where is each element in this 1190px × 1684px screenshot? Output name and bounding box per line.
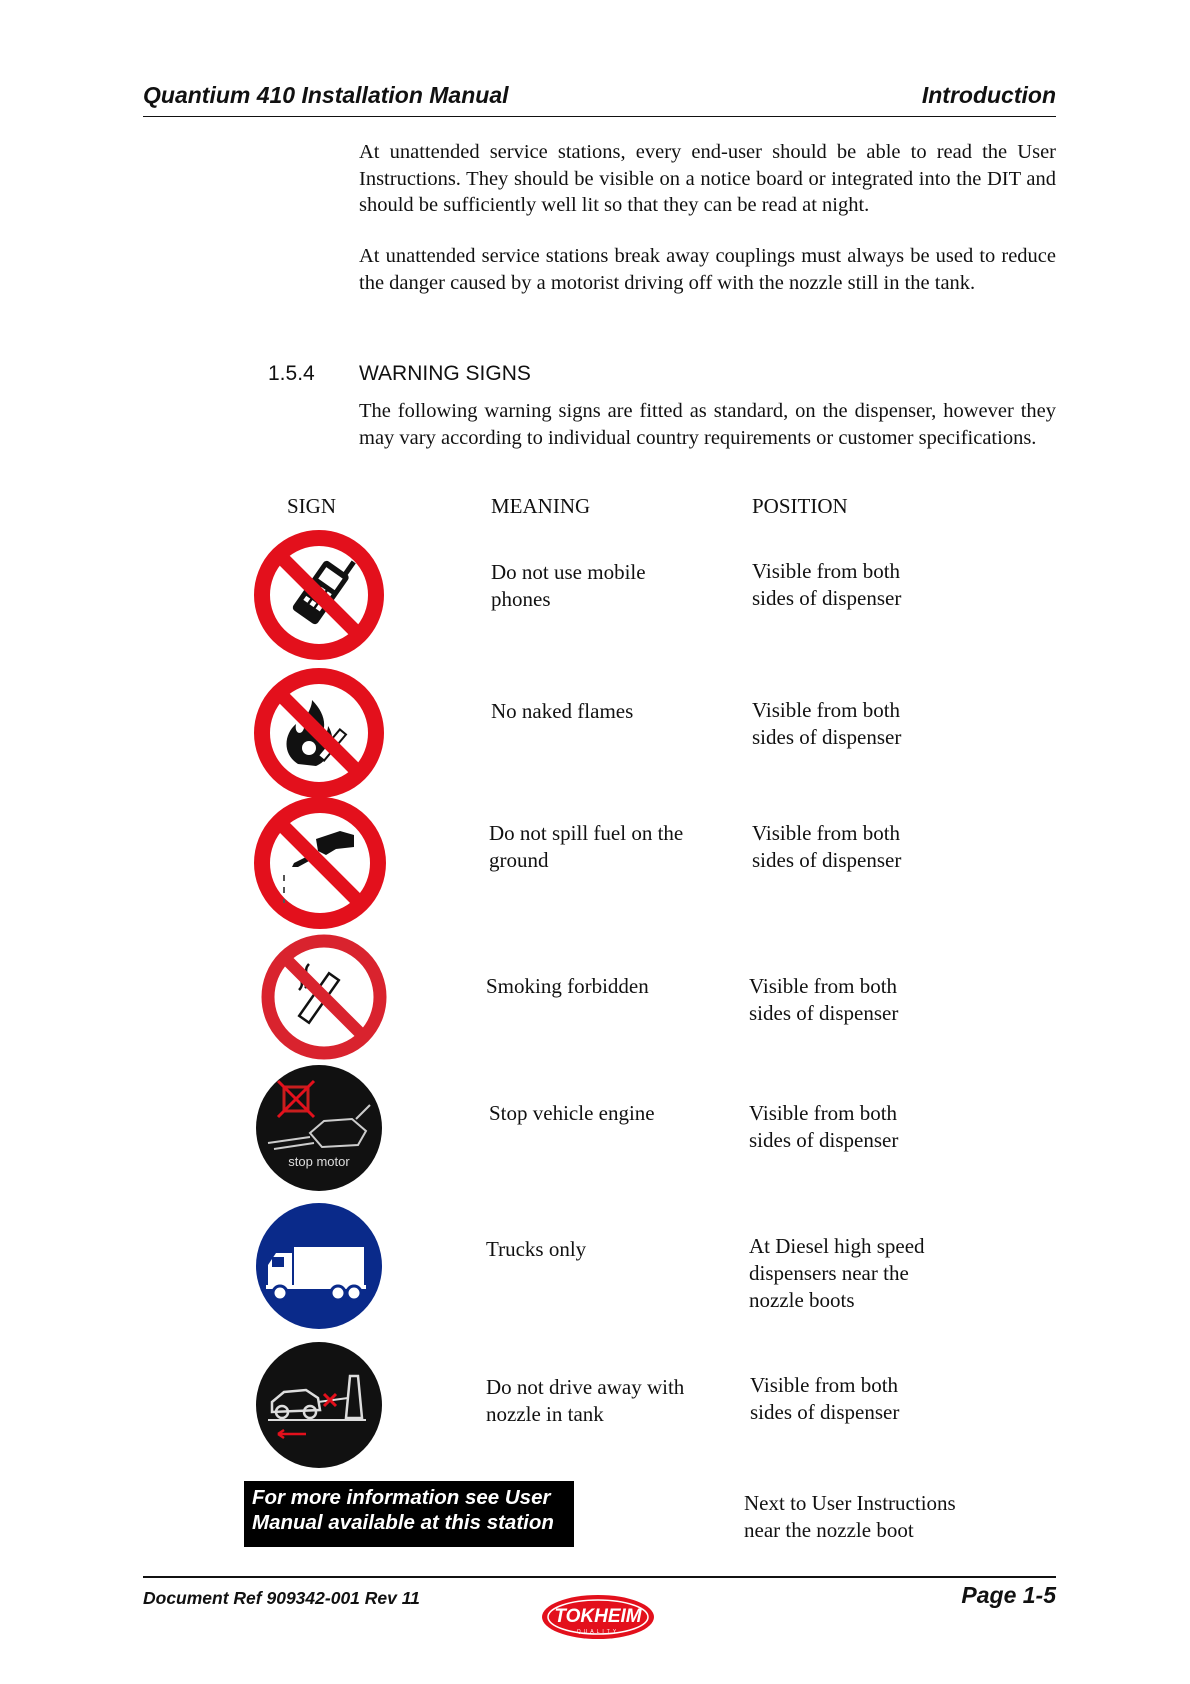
section-title: WARNING SIGNS [359, 362, 531, 385]
meaning-smoking-forbidden: Smoking forbidden [486, 974, 649, 998]
page-footer [143, 1576, 1056, 1608]
column-heading-position: POSITION [752, 494, 848, 518]
user-manual-info-sign: For more information see User Manual available at this station [244, 1481, 574, 1547]
logo-subtext: QUALITY [576, 1629, 620, 1635]
position-smoking-forbidden: Visible from both sides of dispenser [749, 974, 899, 1025]
column-heading-sign: SIGN [287, 494, 337, 518]
no-naked-flames-icon [254, 668, 384, 798]
meaning-no-fuel-spill: Do not spill fuel on the ground [489, 821, 684, 872]
meaning-trucks-only: Trucks only [486, 1237, 587, 1261]
column-heading-meaning: MEANING [491, 494, 591, 518]
meaning-no-drive-away: Do not drive away with nozzle in tank [486, 1375, 685, 1426]
position-no-mobile-phones: Visible from both sides of dispenser [752, 559, 902, 610]
position-user-manual-sign: Next to User Instructions near the nozzle boot [744, 1491, 956, 1542]
position-no-fuel-spill: Visible from both sides of dispenser [752, 821, 902, 872]
no-smoking-icon [259, 932, 389, 1062]
trucks-only-icon [254, 1201, 384, 1331]
meaning-no-naked-flames: No naked flames [491, 699, 634, 723]
tokheim-logo-icon [540, 1593, 656, 1641]
page-header [143, 82, 1056, 117]
meaning-no-mobile-phones: Do not use mobile phones [491, 560, 646, 611]
page-number: Page 1-5 [961, 1582, 1056, 1608]
position-stop-vehicle-engine: Visible from both sides of dispenser [749, 1101, 899, 1152]
no-fuel-spill-icon [254, 797, 386, 929]
paragraph-break-away-couplings: At unattended service stations break away couplings must always be used to reduce the danger caused by a motorist driving off with the nozzle still in the tank. [359, 245, 1056, 294]
section-intro: The following warning signs are fitted as standard, on the dispenser, however they may vary according to individual country requirements or customer specifications. [359, 400, 1056, 449]
stop-motor-label: stop motor [288, 1154, 350, 1169]
logo-text: TOKHEIM [554, 1606, 642, 1627]
no-mobile-phone-icon [254, 530, 384, 660]
position-trucks-only: At Diesel high speed dispensers near the nozzle boots [749, 1234, 925, 1312]
section-number: 1.5.4 [268, 362, 315, 385]
stop-engine-icon [254, 1063, 384, 1193]
paragraph-user-instructions: At unattended service stations, every end-user should be able to read the User Instructions. They should be visible on a notice board or integrated into the DIT and should be sufficiently well lit so that they can be read at night. [359, 141, 1056, 216]
no-drive-away-icon [254, 1340, 384, 1470]
manual-title: Quantium 410 Installation Manual [143, 82, 509, 108]
position-no-naked-flames: Visible from both sides of dispenser [752, 698, 902, 749]
document-reference: Document Ref 909342-001 Rev 11 [143, 1588, 420, 1608]
chapter-title: Introduction [921, 82, 1056, 108]
position-no-drive-away: Visible from both sides of dispenser [750, 1373, 900, 1424]
meaning-stop-vehicle-engine: Stop vehicle engine [489, 1101, 655, 1125]
